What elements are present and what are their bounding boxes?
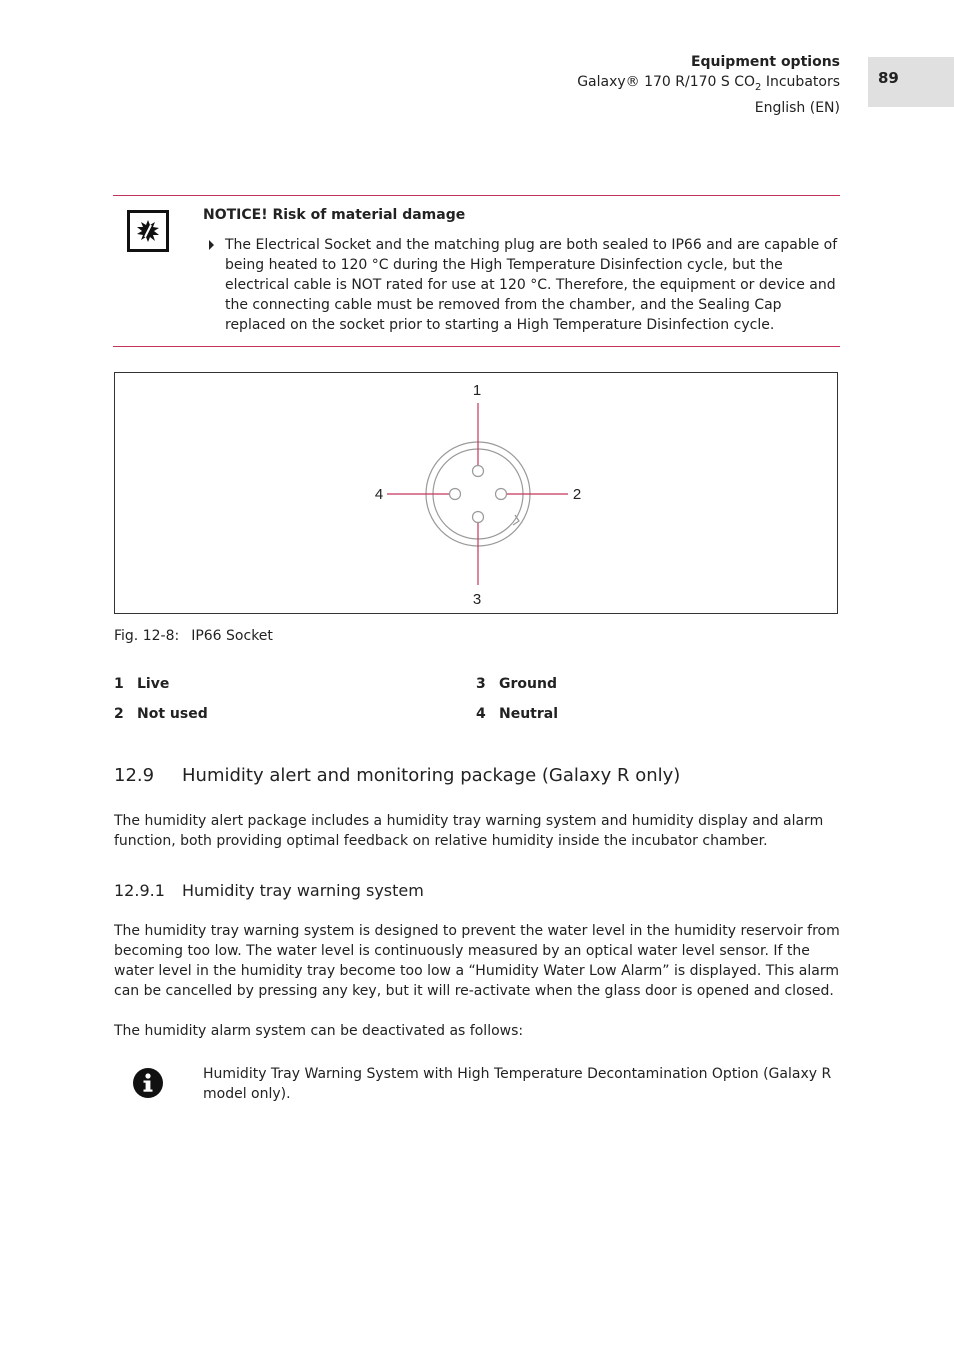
legend-item (476, 674, 557, 694)
page-number-box (868, 57, 954, 107)
section-number: 12.9 (114, 765, 155, 786)
header-product-post: Incubators (761, 74, 840, 90)
page-number: 89 (878, 69, 899, 87)
figure-caption (114, 626, 273, 646)
notice-title: NOTICE! Risk of material damage (203, 207, 466, 223)
subsection-paragraph-1: The humidity tray warning system is designed to prevent the water level in the humidity reservoir from becoming too low. The water level is continuously measured by an optical water level sensor. If the water level in the humidity tray become too low a “Humidity Water Low Alarm” is displayed. This alarm can be cancelled by pressing any key, but it will re-activate when the glass door is opened and closed. (114, 923, 840, 999)
legend-number: 4 (476, 706, 486, 722)
info-text: Humidity Tray Warning System with High Temperature Decontamination Option (Galaxy R model only). (203, 1066, 832, 1102)
header-product-sub: 2 (755, 81, 762, 93)
header-language: English (EN) (754, 99, 840, 116)
section-heading (114, 764, 680, 788)
ip66-socket-diagram (115, 373, 837, 613)
figure-frame (114, 372, 838, 614)
legend-label: Ground (499, 676, 557, 692)
bullet-arrow-icon (209, 240, 214, 250)
legend-item (114, 674, 169, 694)
legend-item (114, 704, 208, 724)
caption-title: IP66 Socket (191, 628, 273, 644)
notice-text: The Electrical Socket and the matching plug are both sealed to IP66 and are capable of being heated to 120 °C during the High Temperature Disinfection cycle, but the electrical cable is NOT rated for use at 120 °C. Therefore, the equipment or device and the connecting cable must be removed from the chamber, and the Sealing Cap replaced on the socket prior to starting a High Temperature Disinfection cycle. (225, 237, 838, 333)
legend-number: 3 (476, 676, 486, 692)
legend-number: 1 (114, 676, 124, 692)
subsection-heading (114, 880, 424, 902)
legend-item (476, 704, 558, 724)
subsection-number: 12.9.1 (114, 881, 165, 900)
callout-3: 3 (472, 591, 482, 608)
header-section-title: Equipment options (690, 54, 840, 70)
subsection-paragraph-2: The humidity alarm system can be deactivated as follows: (114, 1023, 524, 1039)
legend-label: Live (137, 676, 170, 692)
callout-2: 2 (572, 486, 582, 503)
caption-label: Fig. 12-8: (114, 628, 180, 644)
material-damage-icon (127, 210, 169, 252)
page-header (577, 52, 840, 118)
notice-top-rule (113, 195, 840, 196)
callout-1: 1 (472, 382, 482, 399)
subsection-title: Humidity tray warning system (182, 881, 424, 900)
section-title: Humidity alert and monitoring package (Galaxy R only) (182, 765, 681, 786)
section-intro: The humidity alert package includes a humidity tray warning system and humidity display and alarm function, both providing optimal feedback on relative humidity inside the incubator chamber. (114, 813, 824, 849)
header-product-pre: Galaxy® 170 R/170 S CO (577, 74, 756, 90)
legend-label: Neutral (499, 706, 559, 722)
info-icon (133, 1068, 163, 1098)
legend-number: 2 (114, 706, 124, 722)
legend-label: Not used (137, 706, 208, 722)
notice-bottom-rule (113, 346, 840, 347)
callout-4: 4 (374, 486, 384, 503)
header-product (577, 72, 840, 98)
